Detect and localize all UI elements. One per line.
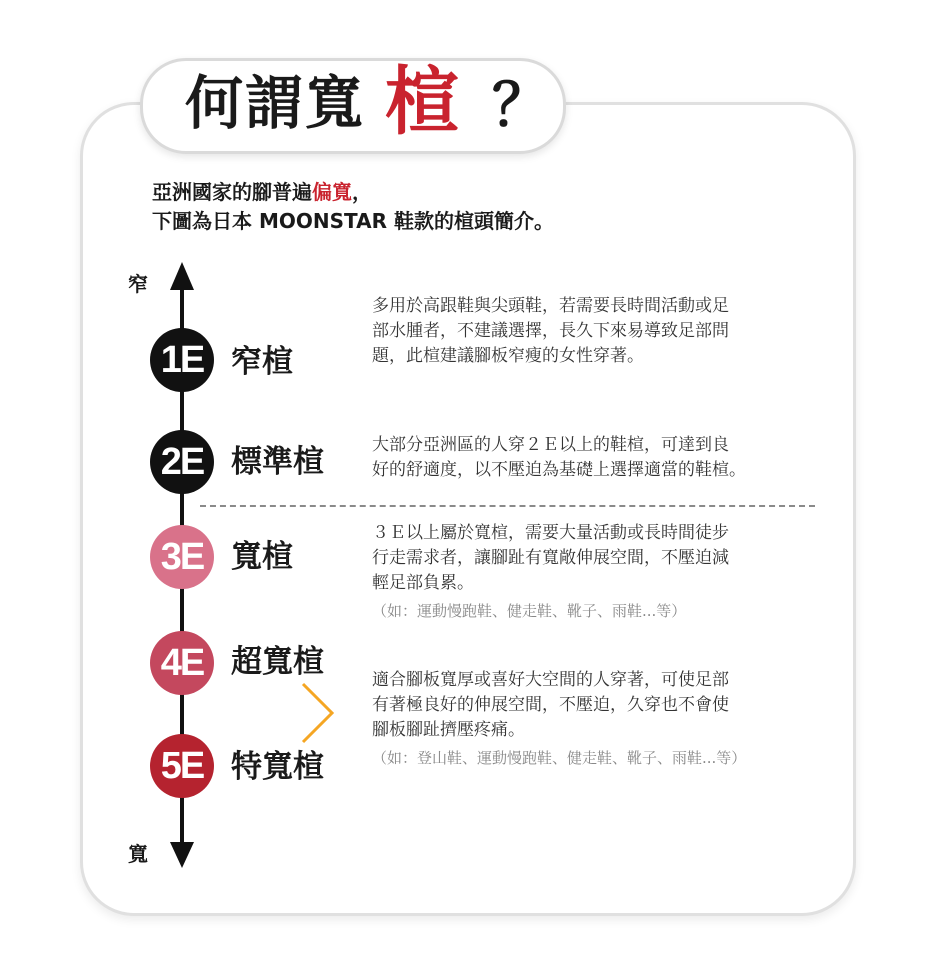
description-line: 大部分亞洲區的人穿２Ｅ以上的鞋楦，可達到良 <box>372 435 729 455</box>
axis-wide-label: 寬 <box>128 842 148 866</box>
page-title: 何謂寬 <box>185 69 366 137</box>
description-line: 多用於高跟鞋與尖頭鞋，若需要長時間活動或足 <box>372 296 729 316</box>
bracket-chevron-icon <box>303 684 332 742</box>
badge-4e: 4E <box>150 631 214 695</box>
badge-5e: 5E <box>150 734 214 798</box>
description-1e <box>372 294 729 369</box>
description-note: （如：登山鞋、運動慢跑鞋、健走鞋、靴子、雨鞋...等） <box>372 749 747 767</box>
divider-line <box>200 505 815 507</box>
description-2e <box>372 433 746 483</box>
arrow-up-icon <box>170 262 194 290</box>
badge-3e: 3E <box>150 525 214 589</box>
intro-line-2: 下圖為日本 MOONSTAR 鞋款的楦頭簡介。 <box>152 209 554 233</box>
description-line: 部水腫者，不建議選擇，長久下來易導致足部問 <box>372 321 729 341</box>
description-line: 題，此楦建議腳板窄瘦的女性穿著。 <box>372 346 644 366</box>
description-line: ３Ｅ以上屬於寬楦，需要大量活動或長時間徒步 <box>372 523 729 543</box>
description-4e-5e <box>372 668 746 771</box>
badge-2e: 2E <box>150 430 214 494</box>
description-3e <box>372 521 729 624</box>
description-line: 好的舒適度，以不壓迫為基礎上選擇適當的鞋楦。 <box>372 460 746 480</box>
description-line: 行走需求者，讓腳趾有寬敞伸展空間，不壓迫減 <box>372 548 729 568</box>
description-line: 腳板腳趾擠壓疼痛。 <box>372 720 525 740</box>
description-line: 輕足部負累。 <box>372 573 474 593</box>
intro-line-1-suffix: ， <box>352 180 372 204</box>
intro-highlight: 偏寬 <box>312 180 352 204</box>
width-label-4e: 超寬楦 <box>231 644 324 680</box>
badge-1e: 1E <box>150 328 214 392</box>
page-title-question: ？ <box>492 71 551 139</box>
description-note: （如：運動慢跑鞋、健走鞋、靴子、雨鞋...等） <box>372 602 687 620</box>
intro-line-1-prefix: 亞洲國家的腳普遍 <box>152 180 312 204</box>
page-title-accent: 楦 <box>385 59 459 145</box>
description-line: 適合腳板寬厚或喜好大空間的人穿著，可使足部 <box>372 670 729 690</box>
arrow-down-icon <box>170 842 194 868</box>
axis-narrow-label: 窄 <box>128 272 148 296</box>
width-label-2e: 標準楦 <box>231 444 324 480</box>
width-label-3e: 寬楦 <box>231 539 293 575</box>
width-label-5e: 特寬楦 <box>231 749 324 785</box>
width-label-1e: 窄楦 <box>231 344 293 380</box>
description-line: 有著極良好的伸展空間，不壓迫，久穿也不會使 <box>372 695 729 715</box>
